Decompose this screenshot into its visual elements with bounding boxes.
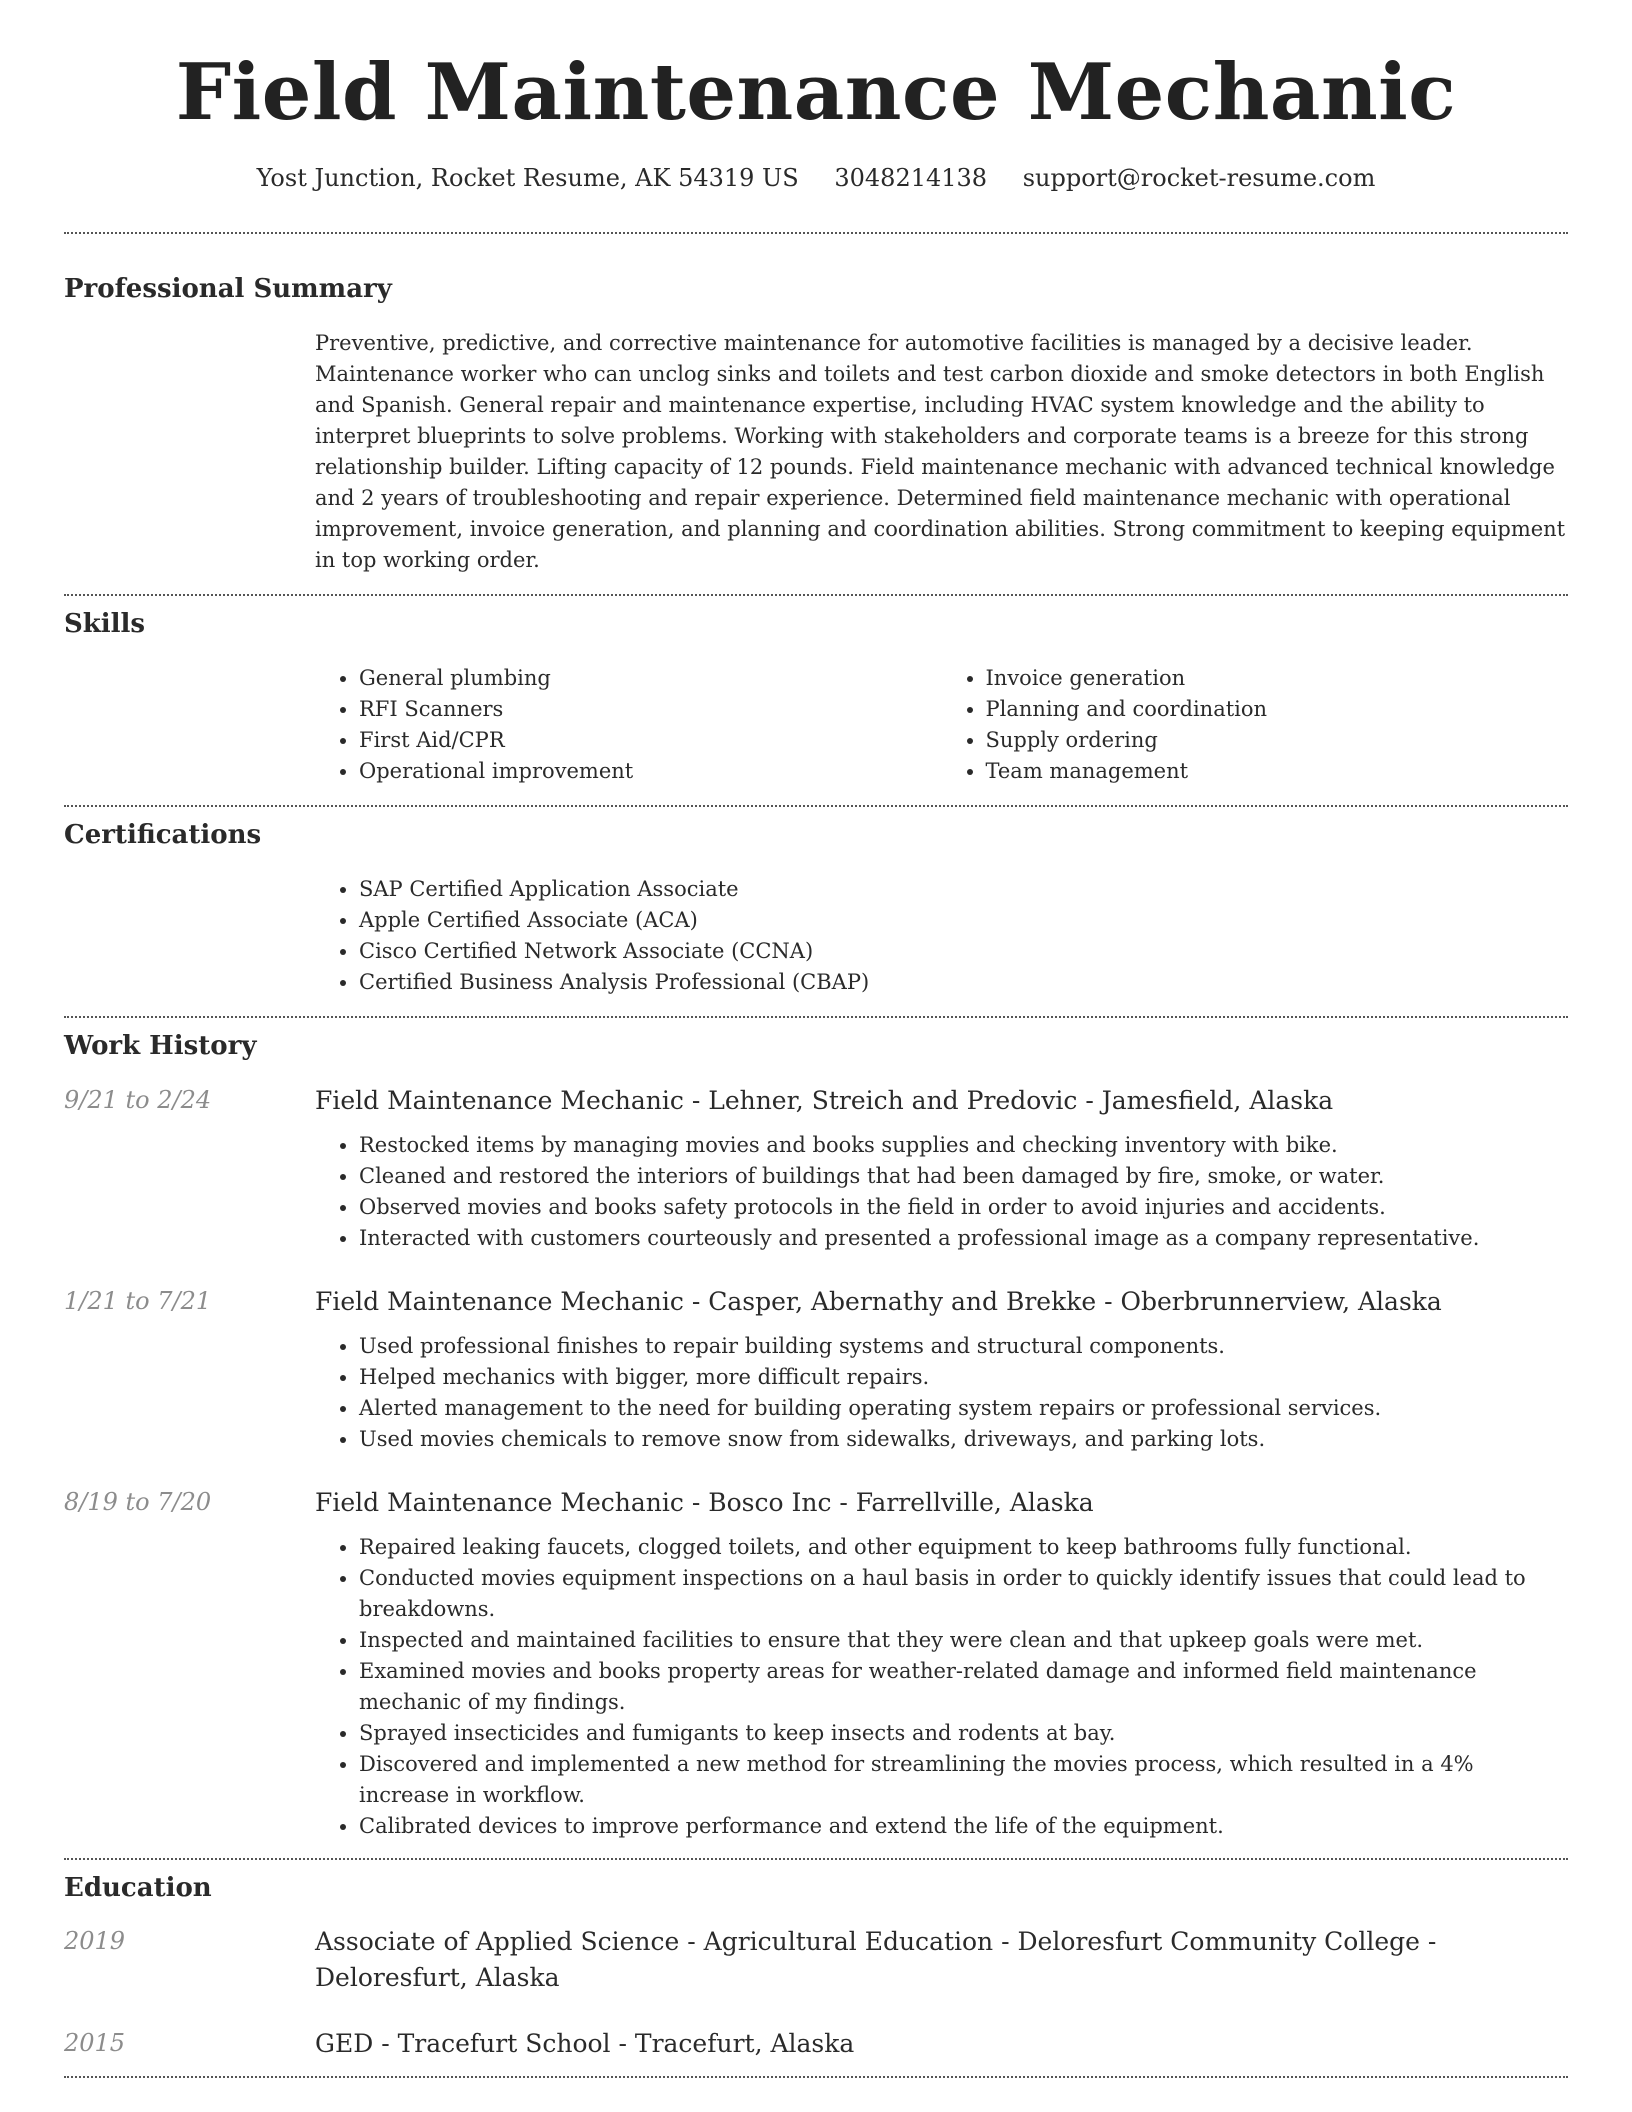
job-title: Field Maintenance Mechanic - Bosco Inc - Farrellville, Alaska: [315, 1487, 1094, 1517]
job-dates: 8/19 to 7/20: [64, 1487, 212, 1516]
contact-address: Yost Junction, Rocket Resume, AK 54319 US: [256, 163, 799, 192]
job-details: [315, 1083, 1568, 1254]
certifications-list: [315, 874, 1568, 998]
job-title: Field Maintenance Mechanic - Casper, Abernathy and Brekke - Oberbrunnerview, Alaska: [315, 1286, 1442, 1316]
skills-column-1: [315, 663, 942, 787]
job-bullet: • Repaired leaking faucets, clogged toilets, and other equipment to keep bathrooms fully functional.: [359, 1532, 1568, 1563]
work-entries: [64, 1083, 1568, 1842]
job-entry: [64, 1083, 1568, 1254]
job-bullet: • Alerted management to the need for building operating system repairs or professional services.: [359, 1393, 1568, 1424]
job-details: [315, 1485, 1568, 1842]
job-bullet: • Discovered and implemented a new method for streamlining the movies process, which resulted in a 4% increase in workflow.: [359, 1749, 1568, 1811]
resume-name: Field Maintenance Mechanic: [175, 47, 1457, 138]
skills-title: Skills: [64, 608, 146, 639]
education-entry: [64, 2026, 1568, 2062]
job-bullet: • Examined movies and books property areas for weather-related damage and informed field maintenance mechanic of my findings.: [359, 1656, 1568, 1718]
summary-title: Professional Summary: [64, 273, 392, 304]
contact-email: support@rocket-resume.com: [1022, 163, 1376, 192]
job-bullet: • Used professional finishes to repair building systems and structural components.: [359, 1331, 1568, 1362]
job-bullet: • Calibrated devices to improve performance and extend the life of the equipment.: [359, 1811, 1568, 1842]
skills-list: [315, 663, 1568, 787]
skill-item: • Team management: [986, 756, 1569, 787]
certifications-title: Certifications: [64, 820, 262, 851]
job-details: [315, 1284, 1568, 1455]
job-dates: 1/21 to 7/21: [64, 1286, 212, 1315]
job-entry: [64, 1284, 1568, 1455]
job-bullets: [315, 1331, 1568, 1455]
education-year: 2015: [64, 2028, 126, 2057]
certification-item: • SAP Certified Application Associate: [359, 874, 1568, 905]
skills-section: [64, 596, 1568, 787]
certifications-section: [64, 807, 1568, 998]
certification-item: • Certified Business Analysis Professional (CBAP): [359, 967, 1568, 998]
job-dates: 9/21 to 2/24: [64, 1085, 212, 1114]
job-bullet: • Inspected and maintained facilities to ensure that they were clean and that upkeep goals were met.: [359, 1625, 1568, 1656]
skill-item: • Operational improvement: [359, 756, 942, 787]
education-title: Education: [64, 1872, 212, 1903]
education-entry: [64, 1924, 1568, 1996]
contact-phone: 3048214138: [834, 163, 988, 192]
certification-item: • Cisco Certified Network Associate (CCNA): [359, 936, 1568, 967]
job-bullet: • Used movies chemicals to remove snow from sidewalks, driveways, and parking lots.: [359, 1424, 1568, 1455]
job-entry: [64, 1485, 1568, 1842]
job-bullet: • Restocked items by managing movies and books supplies and checking inventory with bike.: [359, 1130, 1568, 1161]
job-bullet: • Conducted movies equipment inspections on a haul basis in order to quickly identify issues that could lead to breakdowns.: [359, 1563, 1568, 1625]
skill-item: • First Aid/CPR: [359, 725, 942, 756]
skills-column-2: [942, 663, 1569, 787]
work-section: [64, 1018, 1568, 1841]
summary-body: [315, 328, 1568, 576]
job-bullet: • Cleaned and restored the interiors of buildings that had been damaged by fire, smoke, or water.: [359, 1161, 1568, 1192]
skill-item: • Supply ordering: [986, 725, 1569, 756]
job-bullet: • Interacted with customers courteously and presented a professional image as a company representative.: [359, 1223, 1568, 1254]
skill-item: • Invoice generation: [986, 663, 1569, 694]
skill-item: • General plumbing: [359, 663, 942, 694]
summary-section: [64, 234, 1568, 576]
certification-item: • Apple Certified Associate (ACA): [359, 905, 1568, 936]
summary-text: Preventive, predictive, and corrective maintenance for automotive facilities is managed by a decisive leader. Maintenance worker who can unclog sinks and toilets and test carbon dioxide and smoke detectors in both English and Spanish. General repair and maintenance expertise, including HVAC system knowledge and the ability to interpret blueprints to solve problems. Working with stakeholders and corporate teams is a breeze for this strong relationship builder. Lifting capacity of 12 pounds. Field maintenance mechanic with advanced technical knowledge and 2 years of troubleshooting and repair experience. Determined field maintenance mechanic with operational improvement, invoice generation, and planning and coordination abilities. Strong commitment to keeping equipment in top working order.: [315, 330, 1566, 572]
job-bullet: • Helped mechanics with bigger, more difficult repairs.: [359, 1362, 1568, 1393]
job-bullets: [315, 1130, 1568, 1254]
skill-item: • RFI Scanners: [359, 694, 942, 725]
education-year: 2019: [64, 1926, 126, 1955]
skill-item: • Planning and coordination: [986, 694, 1569, 725]
education-title: Associate of Applied Science - Agricultural Education - Deloresfurt Community College - Deloresfurt, Alaska: [315, 1926, 1437, 1992]
contact-line: [64, 164, 1568, 192]
work-title: Work History: [64, 1031, 257, 1062]
education-entries: [64, 1924, 1568, 2062]
certifications-body: [315, 874, 1568, 998]
job-bullets: [315, 1532, 1568, 1842]
job-title: Field Maintenance Mechanic - Lehner, Streich and Predovic - Jamesfield, Alaska: [315, 1085, 1334, 1115]
education-title: GED - Tracefurt School - Tracefurt, Alaska: [315, 2028, 855, 2058]
job-bullet: • Observed movies and books safety protocols in the field in order to avoid injuries and accidents.: [359, 1192, 1568, 1223]
job-bullet: • Sprayed insecticides and fumigants to keep insects and rodents at bay.: [359, 1718, 1568, 1749]
education-section: [64, 1860, 1568, 2062]
divider: [64, 2076, 1568, 2078]
